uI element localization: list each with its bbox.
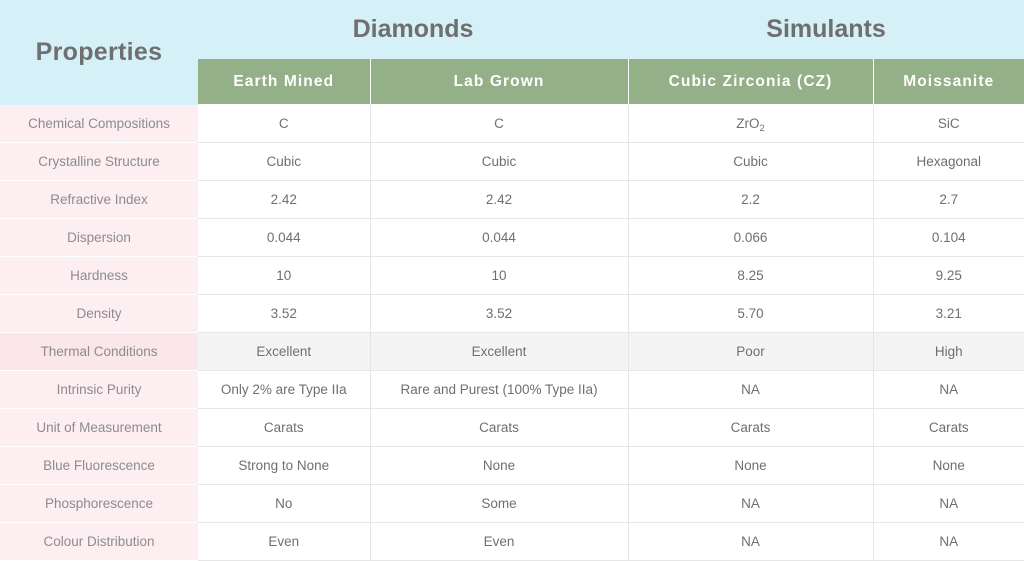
table-row [0,333,1024,371]
table-cell: NA [873,523,1024,561]
row-label: Thermal Conditions [0,333,198,371]
table-cell: NA [628,485,873,523]
table-cell: C [370,105,628,143]
table-cell: 0.044 [198,219,370,257]
table-cell: 3.21 [873,295,1024,333]
row-label: Density [0,295,198,333]
table-cell: Hexagonal [873,143,1024,181]
table-cell: 2.42 [198,181,370,219]
table-row [0,181,1024,219]
table-cell: 5.70 [628,295,873,333]
row-label: Intrinsic Purity [0,371,198,409]
table-row [0,409,1024,447]
group-header-diamonds: Diamonds [198,0,628,59]
table-cell: Carats [370,409,628,447]
table-cell: Carats [873,409,1024,447]
table-cell: 3.52 [370,295,628,333]
table-cell: 3.52 [198,295,370,333]
table-row [0,447,1024,485]
table-cell: None [873,447,1024,485]
table-cell: 10 [370,257,628,295]
table-row [0,523,1024,561]
table-row [0,219,1024,257]
row-label: Chemical Compositions [0,105,198,143]
table-cell: 8.25 [628,257,873,295]
row-label: Dispersion [0,219,198,257]
table-cell: NA [628,523,873,561]
table-cell: Only 2% are Type IIa [198,371,370,409]
table-cell: Cubic [198,143,370,181]
row-label: Colour Distribution [0,523,198,561]
cell-formula-zro2: ZrO$_2$ [736,116,765,134]
table-cell: Excellent [198,333,370,371]
row-label: Unit of Measurement [0,409,198,447]
table-cell: Excellent [370,333,628,371]
column-header-earth-mined: Earth Mined [198,59,370,105]
table-cell: Poor [628,333,873,371]
table-cell: Strong to None [198,447,370,485]
table-cell: Some [370,485,628,523]
table-cell [628,105,873,143]
table-cell: NA [873,371,1024,409]
table-cell: Cubic [628,143,873,181]
table-cell: 10 [198,257,370,295]
table-cell: 0.104 [873,219,1024,257]
table-cell: None [628,447,873,485]
table-cell: Cubic [370,143,628,181]
table-row [0,143,1024,181]
table-cell: No [198,485,370,523]
properties-header: Properties [0,0,198,105]
row-label: Refractive Index [0,181,198,219]
table-row [0,485,1024,523]
table-cell: SiC [873,105,1024,143]
group-header-simulants: Simulants [628,0,1024,59]
table-cell: Even [370,523,628,561]
column-header-cubic-zirconia: Cubic Zirconia (CZ) [628,59,873,105]
table-cell: Rare and Purest (100% Type IIa) [370,371,628,409]
row-label: Hardness [0,257,198,295]
table-cell: None [370,447,628,485]
table-cell: 0.066 [628,219,873,257]
table-cell: Even [198,523,370,561]
table-cell: 2.42 [370,181,628,219]
table-cell: 0.044 [370,219,628,257]
table-cell: High [873,333,1024,371]
row-label: Crystalline Structure [0,143,198,181]
table-cell: Carats [628,409,873,447]
table-cell: 2.2 [628,181,873,219]
column-header-moissanite: Moissanite [873,59,1024,105]
table-row [0,257,1024,295]
table-cell: Carats [198,409,370,447]
table-cell: NA [873,485,1024,523]
table-cell: 2.7 [873,181,1024,219]
table-row [0,371,1024,409]
row-label: Phosphorescence [0,485,198,523]
table-cell: C [198,105,370,143]
column-header-lab-grown: Lab Grown [370,59,628,105]
table-row [0,105,1024,143]
group-header-row [0,0,1024,59]
table-cell: NA [628,371,873,409]
table-row [0,295,1024,333]
table-cell: 9.25 [873,257,1024,295]
row-label: Blue Fluorescence [0,447,198,485]
